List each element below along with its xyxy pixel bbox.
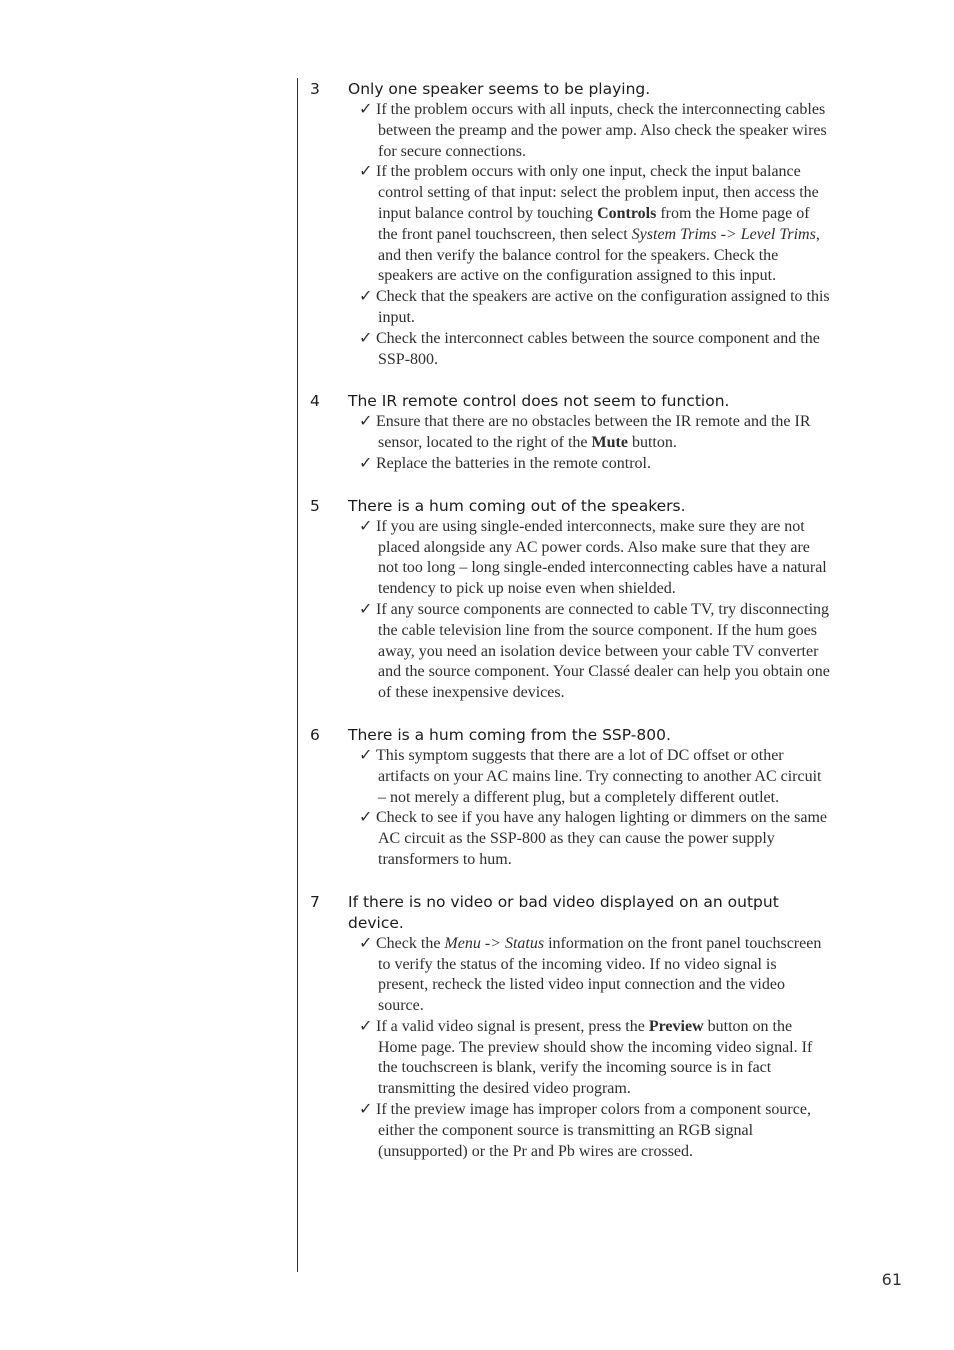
check-list-item [359,287,830,329]
check-list [310,100,830,370]
checkmark-icon: ✓ [359,517,373,535]
checkmark-icon: ✓ [359,413,373,431]
page-number: 61 [881,1270,902,1289]
item-title: If there is no video or bad video displayed on an output device. [348,892,779,932]
body-text: button on the Home page. The preview should show the incoming video signal. If the touchscreen is blank, verify the incoming source is in fact transmitting the desired video program. [378,1017,813,1098]
checkmark-icon: ✓ [359,288,373,306]
italic-term: Menu -> Status [444,934,545,952]
checkmark-icon: ✓ [359,101,373,118]
body-text: If the problem occurs with only one input, check the input balance control setting of that input: select the problem input, then access the input balance control by touching [376,163,819,222]
check-list-item [359,1100,830,1162]
check-list-item [359,600,830,704]
item-number: 6 [310,725,320,744]
troubleshooting-item [310,892,830,1163]
checkmark-icon: ✓ [359,1101,373,1119]
check-list-item [359,808,830,870]
troubleshooting-item [310,725,830,871]
item-number: 3 [310,80,320,98]
check-list-item [359,412,830,454]
checkmark-icon: ✓ [359,934,373,952]
item-heading [310,79,830,100]
bold-term: Mute [591,434,628,452]
body-text: , and then verify the balance control for the speakers. Check the speakers are active on the configuration assigned to this input. [378,225,820,285]
item-number: 7 [310,892,320,911]
body-text: If you are using single-ended interconnects, make sure they are not placed alongside any AC power cords. Also make sure that they are not too long – long single-ended interconnecting cables have a natural tendency to pick up noise even when shielded. [376,517,827,598]
checkmark-icon: ✓ [359,746,373,764]
check-list [310,412,830,474]
body-text: If the problem occurs with all inputs, check the interconnecting cables between the preamp and the power amp. Also check the speaker wires for secure connections. [376,101,827,160]
check-list-item [359,517,830,600]
checkmark-icon: ✓ [359,454,373,472]
item-title: Only one speaker seems to be playing. [348,80,651,98]
check-list-item [359,934,830,1017]
body-text: Ensure that there are no obstacles between the IR remote and the IR sensor, located to the right of the [376,413,811,452]
troubleshooting-item [310,79,830,370]
item-heading [310,892,830,934]
check-list [310,746,830,871]
body-text: from the Home page of the front panel touchscreen, then select [378,204,810,243]
checkmark-icon: ✓ [359,329,373,347]
check-list [310,934,830,1163]
bold-term: Controls [597,204,657,222]
body-text: Check that the speakers are active on the configuration assigned to this input. [376,288,830,326]
troubleshooting-list [310,79,830,1162]
check-list-item [359,162,830,287]
body-text: button. [627,434,677,452]
item-number: 5 [310,496,320,515]
body-text: Check to see if you have any halogen lighting or dimmers on the same AC circuit as the SSP-800 as they can cause the power supply transformers to hum. [376,809,827,868]
troubleshooting-item [310,391,830,474]
check-list-item [359,1017,830,1100]
bold-term: Preview [648,1017,704,1035]
italic-term: System Trims -> Level Trims [631,225,816,243]
body-text: If a valid video signal is present, press the [376,1017,649,1035]
body-text: Check the interconnect cables between the source component and the SSP-800. [376,329,820,368]
body-text: Replace the batteries in the remote control. [376,454,651,472]
troubleshooting-item [310,496,830,704]
item-title: The IR remote control does not seem to function. [348,392,730,411]
check-list [310,517,830,704]
checkmark-icon: ✓ [359,1017,373,1035]
check-list-item [359,746,830,808]
margin-rule [297,78,298,1272]
item-heading [310,496,830,517]
body-text: Check the [376,934,445,952]
check-list-item [359,329,830,371]
body-text: This symptom suggests that there are a lot of DC offset or other artifacts on your AC mains line. Try connecting to another AC circuit – not merely a different plug, but a completely different outlet. [376,746,822,806]
checkmark-icon: ✓ [359,809,373,827]
body-text: information on the front panel touchscreen to verify the status of the incoming video. If no video signal is present, recheck the listed video input connection and the video source. [378,934,822,1015]
checkmark-icon: ✓ [359,600,373,618]
body-text: If the preview image has improper colors from a component source, either the component source is transmitting an RGB signal (unsupported) or the Pr and Pb wires are crossed. [376,1101,811,1160]
item-title: There is a hum coming out of the speakers. [348,496,686,515]
item-number: 4 [310,392,320,411]
checkmark-icon: ✓ [359,163,373,181]
body-text: If any source components are connected to cable TV, try disconnecting the cable television line from the source component. If the hum goes away, you need an isolation device between your cable TV converter and the source component. Your Classé dealer can help you obtain one of these inexpensive devices. [376,600,830,702]
check-list-item [359,100,830,162]
item-heading [310,391,830,412]
item-title: There is a hum coming from the SSP-800. [348,725,671,744]
item-heading [310,725,830,746]
check-list-item [359,454,830,475]
